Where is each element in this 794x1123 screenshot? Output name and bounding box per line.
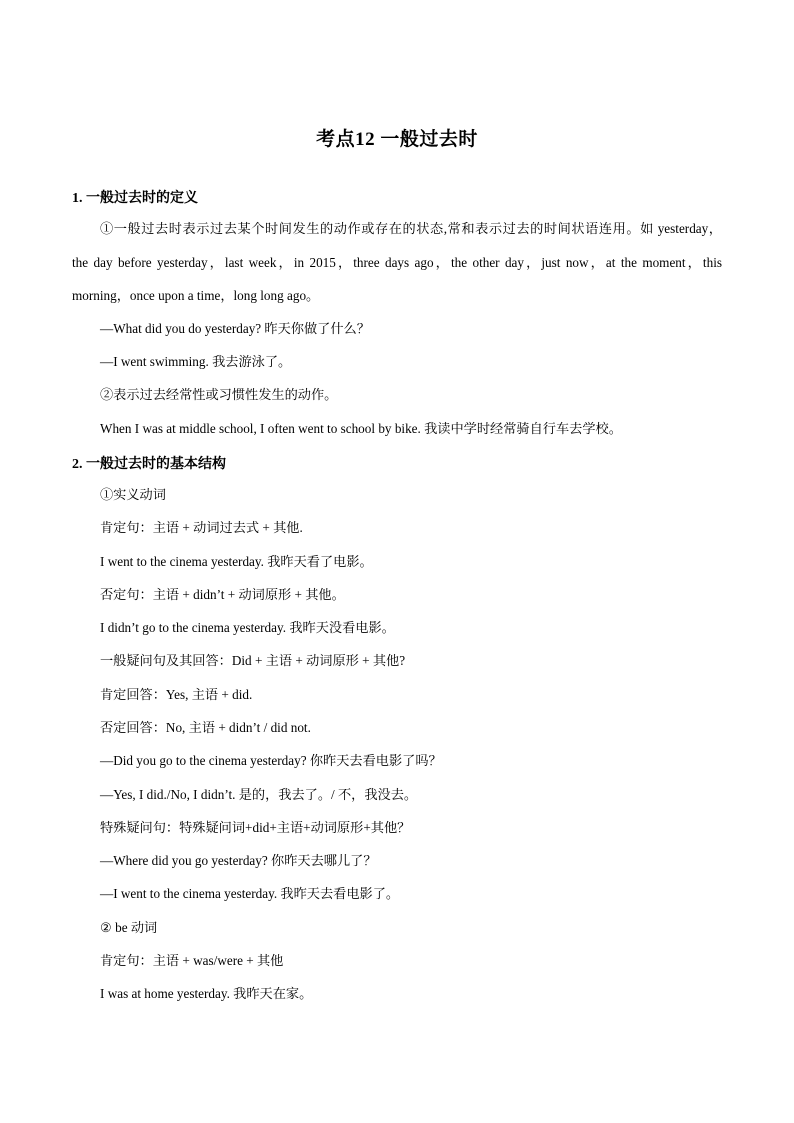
be-affirmative-rule: 肯定句：主语 + was/were + 其他	[100, 953, 284, 968]
question-example: —Did you go to the cinema yesterday? 你昨天去看电影了吗？	[100, 753, 442, 768]
affirmative-rule: 肯定句：主语 + 动词过去式 + 其他.	[100, 520, 303, 535]
definition-2: ②表示过去经常性或习惯性发生的动作。	[100, 387, 338, 402]
subheading-notional-verb: ①实义动词	[100, 487, 166, 502]
question-rule: 一般疑问句及其回答：Did + 主语 + 动词原形 + 其他?	[100, 653, 406, 668]
affirmative-example: I went to the cinema yesterday. 我昨天看了电影。	[100, 554, 373, 569]
wh-question-example-answer: —I went to the cinema yesterday. 我昨天去看电影了。	[100, 886, 400, 901]
negative-example: I didn’t go to the cinema yesterday. 我昨天没看电影。	[100, 620, 395, 635]
page-title: 考点12 一般过去时	[316, 129, 478, 150]
question-example-answer: —Yes, I did./No, I didn’t. 是的，我去了。/ 不，我没去。	[100, 787, 418, 802]
negative-rule: 否定句：主语 + didn’t + 动词原形 + 其他。	[100, 587, 345, 602]
example-answer: —I went swimming. 我去游泳了。	[100, 354, 292, 369]
definition-line-2: the day before yesterday，last week，in 2015，three days ago，the other day，just now，at the moment，this	[72, 255, 722, 270]
definition-line-3: morning，once upon a time，long long ago。	[72, 288, 320, 303]
be-affirmative-example: I was at home yesterday. 我昨天在家。	[100, 986, 313, 1001]
no-answer-rule: 否定回答：No, 主语 + didn’t / did not.	[100, 720, 311, 735]
example-question: —What did you do yesterday? 昨天你做了什么？	[100, 321, 370, 336]
wh-question-rule: 特殊疑问句：特殊疑问词+did+主语+动词原形+其他？	[100, 820, 411, 835]
wh-question-example: —Where did you go yesterday? 你昨天去哪儿了？	[100, 853, 377, 868]
yes-answer-rule: 肯定回答：Yes, 主语 + did.	[100, 687, 253, 702]
definition-line-1: ①一般过去时表示过去某个时间发生的动作或存在的状态,常和表示过去的时间状语连用。如 yesterday，	[100, 221, 722, 236]
section-1-heading: 1. 一般过去时的定义	[72, 191, 198, 206]
section-2-heading: 2. 一般过去时的基本结构	[72, 457, 226, 472]
subheading-be-verb: ② be 动词	[100, 920, 158, 935]
example-2: When I was at middle school, I often went to school by bike. 我读中学时经常骑自行车去学校。	[100, 421, 622, 436]
